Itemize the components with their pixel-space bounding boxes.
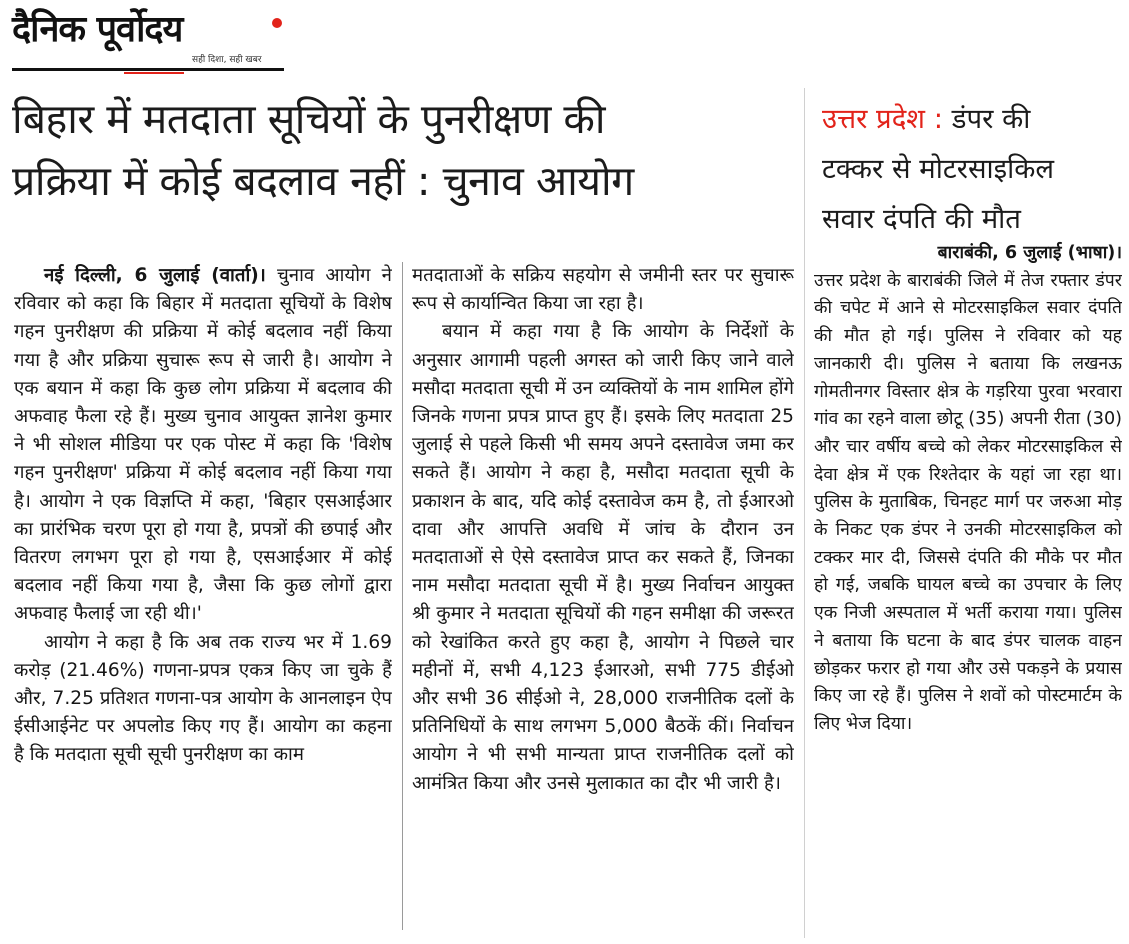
- side-headline-line-1: [822, 94, 1122, 144]
- main-headline-line-2: प्रक्रिया में कोई बदलाव नहीं : चुनाव आयोग: [12, 157, 634, 205]
- main-headline-line-1: बिहार में मतदाता सूचियों के पुनरीक्षण की: [12, 95, 606, 143]
- article-paragraph-3: मतदाताओं के सक्रिय सहयोग से जमीनी स्तर पर सुचारू रूप से कार्यान्वित किया जा रहा है।: [412, 265, 794, 315]
- side-headline-line-2: टक्कर से मोटरसाइकिल: [822, 153, 1055, 185]
- article-paragraph-1: [14, 262, 392, 629]
- article-paragraph-2: आयोग ने कहा है कि अब तक राज्य भर में 1.69 करोड़ (21.46%) गणना-प्रपत्र एकत्र किए जा चुके हैं और, 7.25 प्रतिशत गणना-पत्र आयोग के आनलाइन ऐप ईसीआईनेट पर अपलोड किए गए हैं। आयोग का कहना है कि मतदाता सूची सूची पुनरीक्षण का काम: [14, 631, 392, 766]
- masthead-accent-rule: [124, 72, 184, 74]
- section-divider: [804, 88, 805, 938]
- side-dateline: बाराबंकी, 6 जुलाई (भाषा)।: [937, 243, 1122, 263]
- article-text: चुनाव आयोग ने रविवार को कहा कि बिहार में मतदाता सूचियों के विशेष गहन पुनरीक्षण की प्रक्रिया में कोई बदलाव नहीं किया गया है और प्रक्रिया सुचारू रूप से जारी है। आयोग ने एक बयान में कहा कि कुछ लोग प्रक्रिया में बदलाव की अफवाह फैला रहे हैं। मुख्य चुनाव आयुक्त ज्ञानेश कुमार ने भी सोशल मीडिया पर एक पोस्ट में कहा कि 'विशेष गहन पुनरीक्षण' प्रक्रिया में कोई बदलाव नहीं किया गया है। आयोग ने एक विज्ञप्ति में कहा, 'बिहार एसआईआर का प्रारंभिक चरण पूरा हो गया है, प्रपत्रों की छपाई और वितरण लगभग पूरा हो गया है, एसआईआर में कोई बदलाव नहीं किया गया है, जैसा कि कुछ लोगों द्वारा अफवाह फैलाई जा रही थी।': [14, 265, 392, 625]
- side-article: [814, 240, 1122, 938]
- column-divider: [402, 262, 403, 930]
- side-headline: [822, 94, 1122, 244]
- side-headline-line-1-rest: डंपर की: [951, 103, 1031, 135]
- masthead-rule: [12, 68, 284, 71]
- side-kicker: उत्तर प्रदेश :: [822, 103, 944, 135]
- article-column-1: [14, 262, 392, 938]
- main-headline: [12, 88, 802, 212]
- main-dateline: नई दिल्ली, 6 जुलाई (वार्ता)।: [44, 265, 266, 286]
- side-headline-line-3: सवार दंपति की मौत: [822, 203, 1021, 235]
- article-paragraph-4: बयान में कहा गया है कि आयोग के निर्देशों के अनुसार आगामी पहली अगस्त को जारी किए जाने वाले मसौदा मतदाता सूची में उन व्यक्तियों के नाम शामिल होंगे जिनके गणना प्रपत्र प्राप्त हुए हैं। इसके लिए मतदाता 25 जुलाई से पहले किसी भी समय अपने दस्तावेज जमा कर सकते हैं। आयोग ने कहा है, मसौदा मतदाता सूची के प्रकाशन के बाद, यदि कोई दस्तावेज कम है, तो ईआरओ दावा और आपत्ति अवधि में जांच के दौरान उन मतदाताओं से ऐसे दस्तावेज प्राप्त कर सकते हैं, जिनका नाम मसौदा मतदाता सूची में है। मुख्य निर्वाचन आयुक्त श्री कुमार ने मतदाता सूचियों की गहन समीक्षा की जरूरत को रेखांकित करते हुए कहा है, आयोग ने पिछले चार महीनों में, सभी 4,123 ईआरओ, सभी 775 डीईओ और सभी 36 सीईओ ने, 28,000 राजनीतिक दलों के प्रतिनिधियों के साथ लगभग 5,000 बैठकें कीं। निर्वाचन आयोग ने भी सभी मान्यता प्राप्त राजनीतिक दलों को आमंत्रित किया और उनसे मुलाकात का दौर भी जारी है।: [412, 321, 794, 794]
- logo-dot-icon: [272, 18, 282, 28]
- article-column-2: [412, 262, 794, 938]
- masthead: [12, 8, 284, 70]
- newspaper-logo: दैनिक पूर्वोदय: [12, 9, 183, 50]
- tagline: सही दिशा, सही खबर: [192, 55, 262, 65]
- side-article-text: उत्तर प्रदेश के बाराबंकी जिले में तेज रफ्तार डंपर की चपेट में आने से मोटरसाइकिल सवार दंपति की मौत हो गई। पुलिस ने रविवार को यह जानकारी दी। पुलिस ने बताया कि लखनऊ गोमतीनगर विस्तार क्षेत्र के गड़रिया पुरवा भरवारा गांव का रहने वाला छोटू (35) अपनी रीता (30) और चार वर्षीय बच्चे को लेकर मोटरसाइकिल से देवा क्षेत्र में एक रिश्तेदार के यहां जा रहा था। पुलिस के मुताबिक, चिनहट मार्ग पर जरुआ मोड़ के निकट एक डंपर ने उनकी मोटरसाइकिल को टक्कर मार दी, जिससे दंपति की मौके पर मौत हो गई, जबकि घायल बच्चे का उपचार के लिए एक निजी अस्पताल में भर्ती कराया गया। पुलिस ने बताया कि घटना के बाद डंपर चालक वाहन छोड़कर फरार हो गया और उसे पकड़ने के प्रयास किए जा रहे हैं। पुलिस ने शवों को पोस्टमार्टम के लिए भेज दिया।: [814, 270, 1122, 734]
